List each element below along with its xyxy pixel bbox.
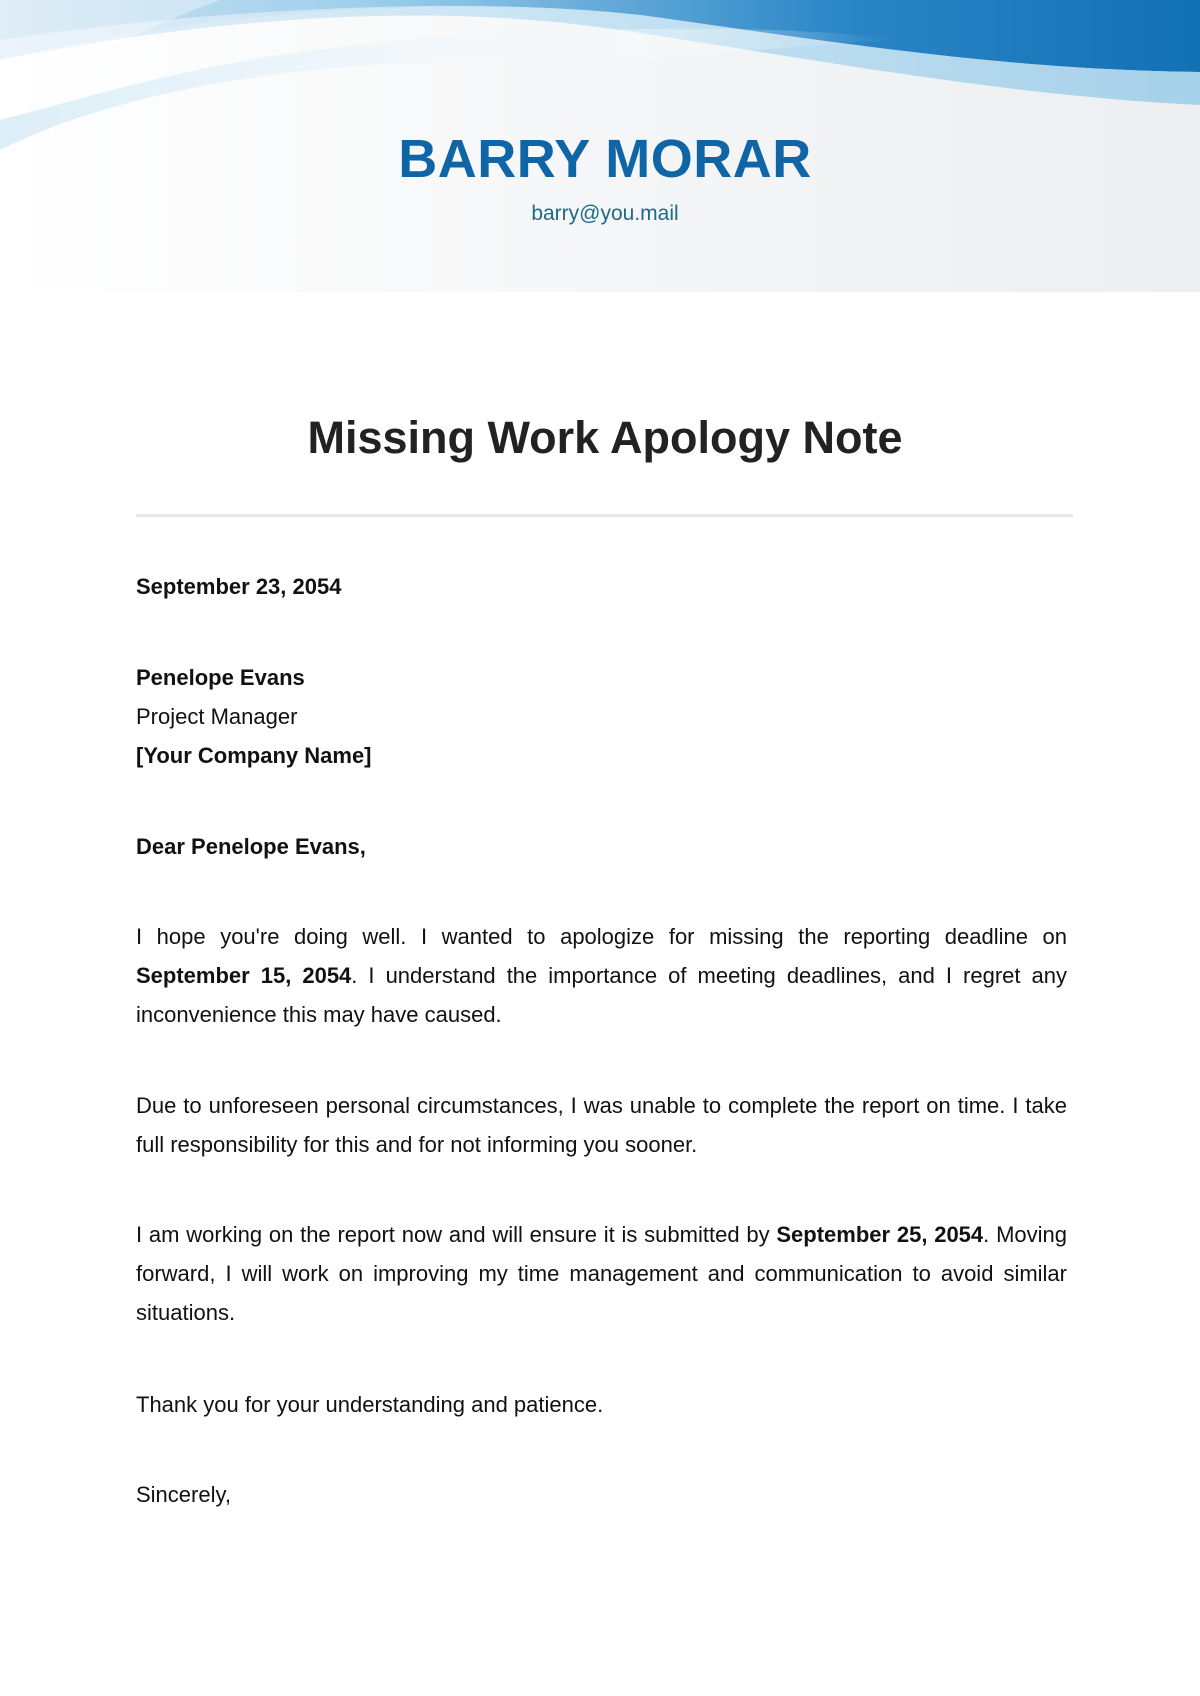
letter-date: September 23, 2054 xyxy=(136,574,342,599)
divider xyxy=(136,514,1073,517)
recipient-block xyxy=(136,658,1067,775)
paragraph-3-text-a: I am working on the report now and will ensure it is submitted by xyxy=(136,1222,777,1247)
paragraph-1-text-b: . I understand the importance of meeting deadlines, and I regret any inconvenience this may have caused. xyxy=(136,963,1067,1027)
closing: Sincerely, xyxy=(136,1482,231,1507)
sender-email: barry@you.mail xyxy=(531,202,679,225)
paragraph-2: Due to unforeseen personal circumstances, I was unable to complete the report on time. I take full responsibility for this and for not informing you sooner. xyxy=(136,1093,1067,1157)
sender-name: BARRY MORAR xyxy=(398,129,812,189)
salutation: Dear Penelope Evans, xyxy=(136,834,366,859)
recipient-position: Project Manager xyxy=(136,704,298,729)
paragraph-3-text-b: . Moving forward, I will work on improving my time management and communication to avoid similar situations. xyxy=(136,1222,1067,1325)
paragraph-1-text-a: I hope you're doing well. I wanted to apologize for missing the reporting deadline on xyxy=(136,924,1067,949)
recipient-name: Penelope Evans xyxy=(136,665,305,690)
paragraph-1 xyxy=(136,917,1067,1034)
paragraph-4: Thank you for your understanding and patience. xyxy=(136,1392,604,1417)
recipient-company: [Your Company Name] xyxy=(136,743,372,768)
missed-deadline-date: September 15, 2054 xyxy=(136,963,352,988)
document-title: Missing Work Apology Note xyxy=(307,412,903,463)
paragraph-3 xyxy=(136,1215,1067,1332)
letterhead xyxy=(0,0,1200,292)
submission-date: September 25, 2054 xyxy=(776,1222,984,1247)
